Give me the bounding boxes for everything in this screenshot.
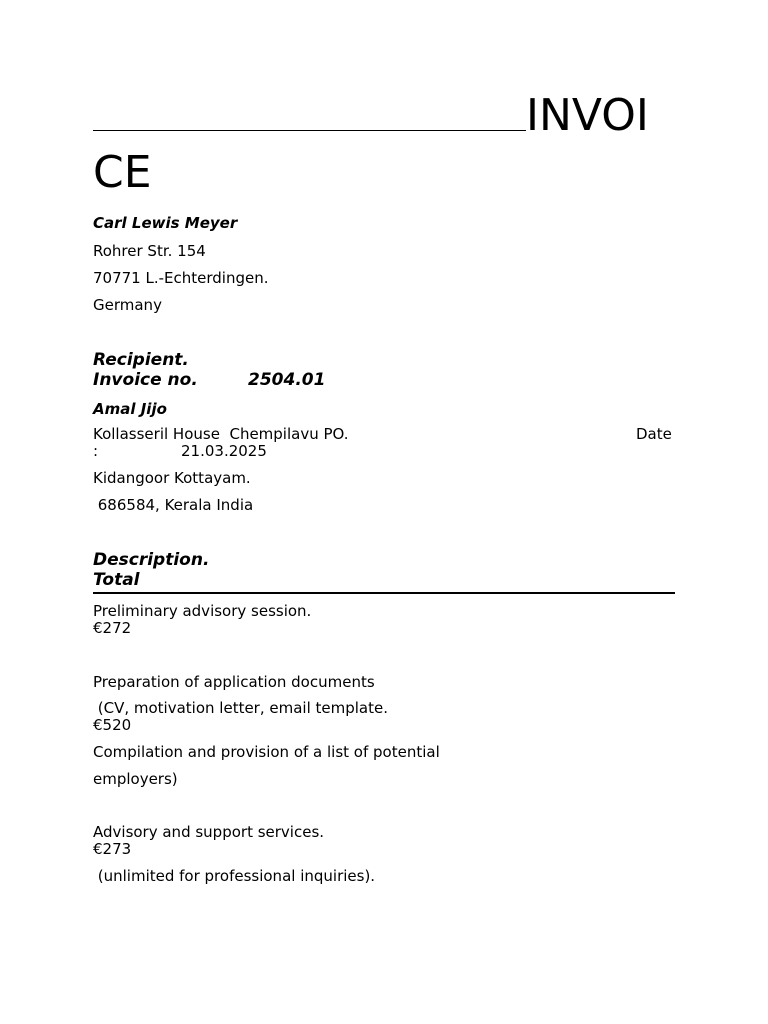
sender-street: Rohrer Str. 154 — [93, 242, 206, 260]
recipient-name: Amal Jijo — [93, 400, 167, 418]
invoice-title-line2: CE — [93, 147, 152, 198]
total-heading: Total — [93, 570, 140, 590]
line-item-price: €520 — [93, 716, 132, 734]
sender-name: Carl Lewis Meyer — [93, 214, 238, 232]
date-colon: : — [93, 442, 99, 460]
line-item-price: €272 — [93, 619, 132, 637]
table-divider — [93, 592, 675, 594]
sender-city: 70771 L.-Echterdingen. — [93, 269, 269, 287]
line-item-description: Advisory and support services. — [93, 823, 325, 841]
sender-country: Germany — [93, 296, 162, 314]
invoice-date: 21.03.2025 — [181, 442, 267, 460]
invoice-title-line1 — [93, 86, 649, 143]
invoice-number: 2504.01 — [248, 370, 326, 390]
title-underline — [93, 86, 526, 131]
line-item-description: (CV, motivation letter, email template. — [93, 699, 389, 717]
line-item-description: (unlimited for professional inquiries). — [93, 867, 376, 885]
line-item-description: Preparation of application documents — [93, 673, 375, 691]
date-label: Date — [636, 425, 672, 443]
invoice-number-label: Invoice no. — [93, 370, 198, 390]
recipient-street: Kollasseril House Chempilavu PO. — [93, 425, 349, 443]
line-item-description: Preliminary advisory session. — [93, 602, 312, 620]
line-item-description: Compilation and provision of a list of potential — [93, 743, 440, 761]
recipient-heading: Recipient. — [93, 350, 189, 370]
line-item-description: employers) — [93, 770, 178, 788]
recipient-country: 686584, Kerala India — [93, 496, 254, 514]
line-item-price: €273 — [93, 840, 132, 858]
invoice-title-text: INVOI — [526, 90, 649, 141]
recipient-city: Kidangoor Kottayam. — [93, 469, 251, 487]
description-heading: Description. — [93, 550, 210, 570]
